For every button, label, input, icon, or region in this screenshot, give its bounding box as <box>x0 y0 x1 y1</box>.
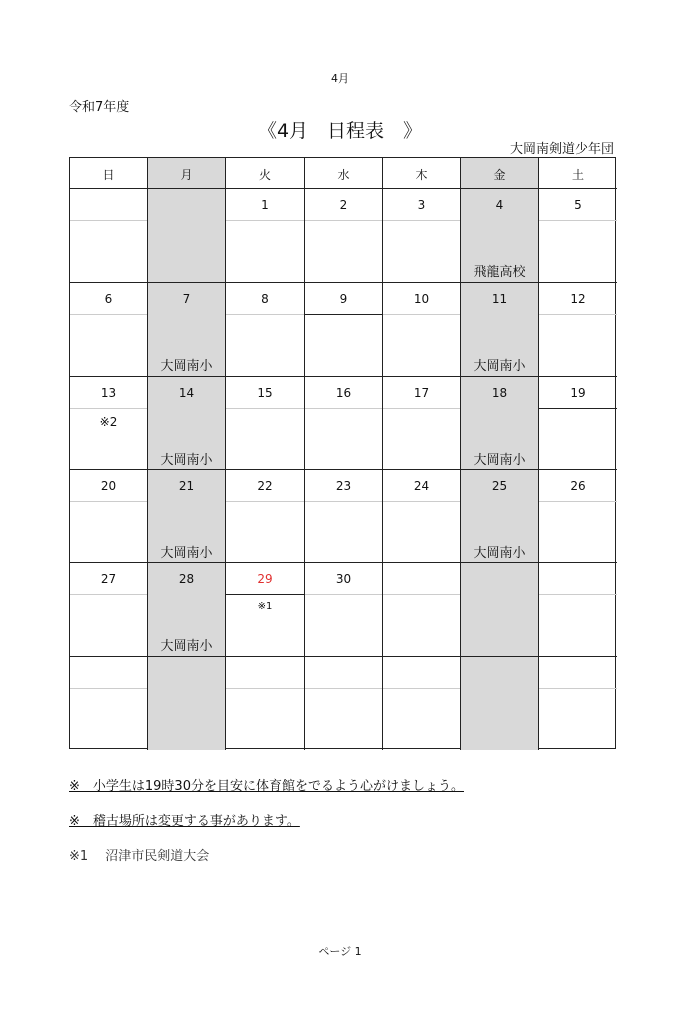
day-cell <box>383 283 461 377</box>
day-number: 9 <box>339 292 348 306</box>
cell-divider <box>70 220 147 221</box>
day-cell <box>70 283 148 377</box>
day-number: 21 <box>178 479 195 493</box>
cell-divider <box>226 501 304 502</box>
day-number: 17 <box>413 386 430 400</box>
day-number: 30 <box>335 572 352 586</box>
weekday-header <box>383 158 461 189</box>
day-number: 27 <box>100 572 117 586</box>
day-cell <box>383 189 461 283</box>
day-cell <box>383 470 461 563</box>
day-cell <box>70 657 148 750</box>
day-cell <box>305 470 383 563</box>
day-number: 22 <box>257 479 273 493</box>
day-number: 16 <box>335 386 352 400</box>
practice-location: 大岡南小 <box>473 359 526 374</box>
cell-divider <box>539 501 617 502</box>
cell-divider <box>226 688 304 689</box>
cell-divider <box>305 314 382 315</box>
day-cell <box>539 189 617 283</box>
day-cell <box>70 377 148 470</box>
day-cell <box>226 377 305 470</box>
cell-divider <box>539 688 617 689</box>
day-cell <box>148 377 226 470</box>
day-cell <box>383 377 461 470</box>
day-number: 5 <box>574 198 582 212</box>
practice-location: 大岡南小 <box>160 453 213 468</box>
day-number: 13 <box>100 386 117 400</box>
cell-divider <box>305 220 382 221</box>
day-cell <box>461 563 539 657</box>
day-cell <box>539 377 617 470</box>
weekday-header <box>305 158 383 189</box>
day-cell <box>70 189 148 283</box>
weekday-label: 火 <box>258 168 271 182</box>
page-title: 《4月 日程表 》 <box>257 120 423 142</box>
cell-divider <box>70 594 147 595</box>
day-cell <box>305 563 383 657</box>
day-number: 3 <box>417 198 426 212</box>
cell-divider <box>70 408 147 409</box>
cell-divider <box>383 594 460 595</box>
weekday-header <box>70 158 148 189</box>
practice-location: 大岡南小 <box>473 546 526 561</box>
day-number: 25 <box>491 479 508 493</box>
note-1: ※ 小学生は19時30分を目安に体育館をでるよう心がけましょう。 <box>69 779 464 794</box>
practice-location: 大岡南小 <box>160 359 213 374</box>
day-number: 20 <box>100 479 117 493</box>
cell-divider <box>539 408 617 409</box>
day-cell <box>383 657 461 750</box>
weekday-header <box>461 158 539 189</box>
day-number: 12 <box>570 292 586 306</box>
day-cell <box>148 189 226 283</box>
cell-divider <box>539 220 617 221</box>
weekday-label: 金 <box>493 168 506 182</box>
cell-divider <box>70 314 147 315</box>
day-cell <box>461 189 539 283</box>
day-cell <box>70 470 148 563</box>
day-cell <box>383 563 461 657</box>
day-cell <box>226 563 305 657</box>
calendar-table <box>69 157 616 749</box>
day-cell <box>461 377 539 470</box>
cell-divider <box>539 314 617 315</box>
cell-divider <box>383 501 460 502</box>
cell-divider <box>70 501 147 502</box>
cell-divider <box>539 594 617 595</box>
day-note: ※2 <box>99 415 118 429</box>
weekday-label: 月 <box>180 168 193 182</box>
day-cell <box>461 283 539 377</box>
day-cell <box>226 283 305 377</box>
day-cell <box>461 470 539 563</box>
day-cell <box>539 657 617 750</box>
day-cell <box>226 657 305 750</box>
weekday-label: 水 <box>337 168 350 182</box>
day-number: 29 <box>257 572 273 586</box>
fiscal-year: 令和7年度 <box>69 100 130 115</box>
weekday-label: 木 <box>415 168 428 182</box>
day-cell <box>305 657 383 750</box>
cell-divider <box>383 688 460 689</box>
day-cell <box>148 657 226 750</box>
day-cell <box>148 470 226 563</box>
day-cell <box>539 563 617 657</box>
day-number: 28 <box>178 572 195 586</box>
day-number: 14 <box>178 386 195 400</box>
day-number: 7 <box>182 292 191 306</box>
practice-location: 大岡南小 <box>473 453 526 468</box>
practice-location: 飛龍高校 <box>473 265 526 280</box>
cell-divider <box>305 688 382 689</box>
day-number: 18 <box>491 386 508 400</box>
day-number: 11 <box>491 292 508 306</box>
cell-divider <box>305 594 382 595</box>
practice-location: 大岡南小 <box>160 639 213 654</box>
day-number: 15 <box>257 386 273 400</box>
weekday-header <box>226 158 305 189</box>
day-number: 1 <box>261 198 269 212</box>
day-cell <box>226 470 305 563</box>
practice-location: 大岡南小 <box>160 546 213 561</box>
weekday-label: 土 <box>571 168 584 182</box>
day-cell <box>226 189 305 283</box>
organization-name: 大岡南剣道少年団 <box>509 142 614 157</box>
cell-divider <box>226 594 304 595</box>
day-number: 2 <box>339 198 348 212</box>
page-number: ページ 1 <box>318 945 362 958</box>
weekday-header <box>148 158 226 189</box>
note-2: ※ 稽古場所は変更する事があります。 <box>69 814 300 829</box>
day-cell <box>305 283 383 377</box>
day-cell <box>148 563 226 657</box>
footnote-1: ※1 沼津市民剣道大会 <box>69 849 210 864</box>
weekday-label: 日 <box>102 168 115 182</box>
page-header-month: 4月 <box>331 72 349 85</box>
day-cell <box>70 563 148 657</box>
day-number: 10 <box>413 292 430 306</box>
day-cell <box>539 283 617 377</box>
day-cell <box>148 283 226 377</box>
day-number: 23 <box>335 479 352 493</box>
day-number: 8 <box>261 292 269 306</box>
day-cell <box>305 189 383 283</box>
day-note: ※1 <box>257 601 273 612</box>
day-number: 4 <box>495 198 504 212</box>
weekday-header <box>539 158 617 189</box>
cell-divider <box>226 220 304 221</box>
cell-divider <box>305 408 382 409</box>
cell-divider <box>226 314 304 315</box>
day-number: 26 <box>570 479 586 493</box>
cell-divider <box>383 314 460 315</box>
day-number: 6 <box>104 292 113 306</box>
cell-divider <box>383 220 460 221</box>
day-cell <box>461 657 539 750</box>
day-number: 24 <box>413 479 430 493</box>
day-cell <box>539 470 617 563</box>
day-number: 19 <box>570 386 586 400</box>
cell-divider <box>383 408 460 409</box>
cell-divider <box>305 501 382 502</box>
cell-divider <box>226 408 304 409</box>
day-cell <box>305 377 383 470</box>
cell-divider <box>70 688 147 689</box>
